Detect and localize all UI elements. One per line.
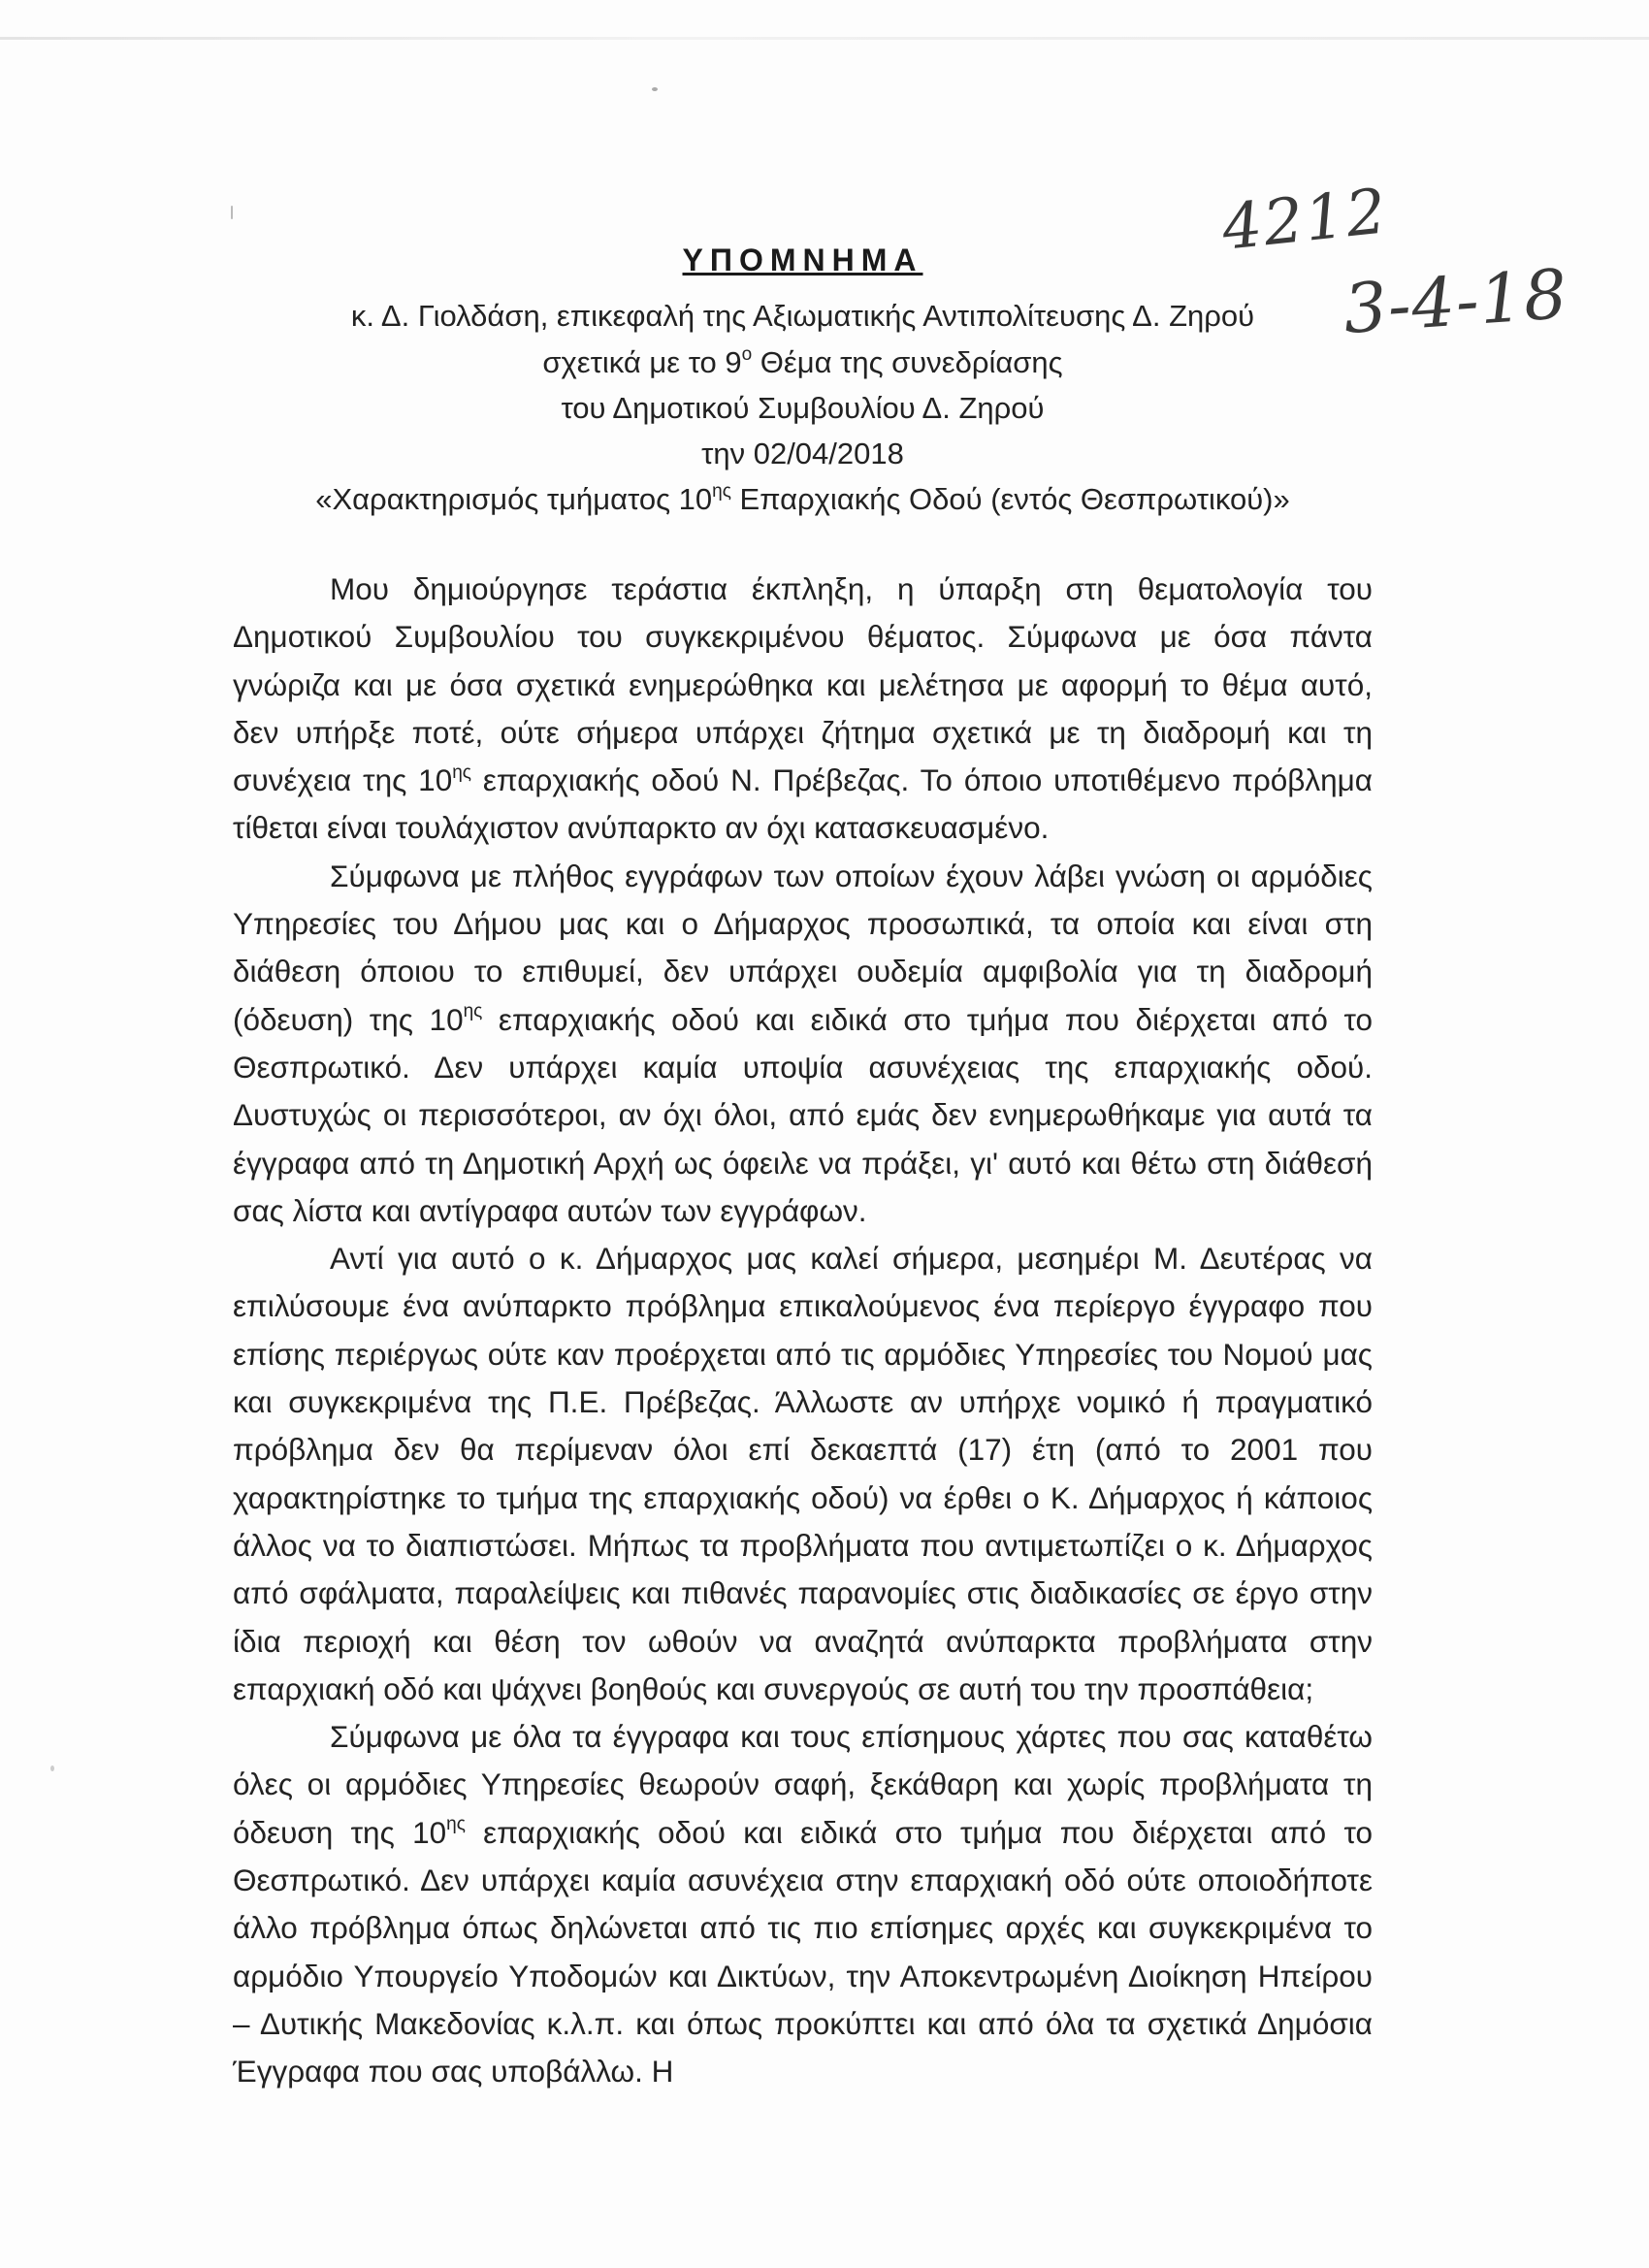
header-line-date: την 02/04/2018 xyxy=(701,437,904,470)
header-line-topic: «Χαρακτηρισμός τμήματος $10^{\eta\varsigma}$ Επαρχιακής Οδού (εντός Θεσπρωτικού)» xyxy=(315,480,1290,516)
paragraph-1: Μου δημιούργησε τεράστια έκπληξη, η ύπαρξη στη θεματολογία του Δημοτικού Συμβουλίου του συγκεκριμένου θέματος. Σύμφωνα με όσα πάντα γνώριζα και με όσα σχετικά ενημερώθηκα και μελέτησα με αφορμή το θέμα αυτό, δεν υπήρξε ποτέ, ούτε σήμερα υπάρχει ζήτημα σχετικά με τη διαδρομή και τη συνέχεια της $10^{\eta\varsigma}$ επαρχιακής οδού Ν. Πρέβεζας. Το όποιο υποτιθέμενο πρόβλημα τίθεται είναι τουλάχιστον ανύπαρκτο αν όχι κατασκευασμένο. xyxy=(233,571,1373,846)
scan-edge-line xyxy=(0,37,1649,40)
handwritten-date: 3-4-18 xyxy=(1341,254,1571,349)
scan-speck xyxy=(50,1766,54,1771)
paragraph-3: Αντί για αυτό ο κ. Δήμαρχος μας καλεί σήμερα, μεσημέρι Μ. Δευτέρας να επιλύσουμε ένα ανύπαρκτο πρόβλημα επικαλούμενος ένα περίεργο έγγραφο που επίσης περιέργως ούτε καν προέρχεται από τις αρμόδιες Υπηρεσίες του Νομού μας και συγκεκριμένα της Π.Ε. Πρέβεζας. Άλλωστε αν υπήρχε νομικό ή πραγματικό πρόβλημα δεν θα περίμεναν όλοι επί δεκαεπτά (17) έτη (από το 2001 που χαρακτηρίστηκε το τμήμα της επαρχιακής οδού) να έρθει ο Κ. Δήμαρχος ή κάποιος άλλος να το διαπιστώσει. Μήπως τα προβλήματα που αντιμετωπίζει ο κ. Δήμαρχος από σφάλματα, παραλείψεις και πιθανές παρανομίες στις διαδικασίες σε έργο στην ίδια περιοχή και θέση τον ωθούν να αναζητά ανύπαρκτα προβλήματα στην επαρχιακή οδό και ψάχνει βοηθούς και συνεργούς σε αυτή του την προσπάθεια; xyxy=(233,1241,1373,1706)
paragraph-4: Σύμφωνα με όλα τα έγγραφα και τους επίσημους χάρτες που σας καταθέτω όλες οι αρμόδιες Υπηρεσίες θεωρούν σαφή, ξεκάθαρη και χωρίς προβλήματα τη όδευση της $10^{\eta\varsigma}$ επαρχιακής οδού και ειδικά στο τμήμα που διέρχεται από το Θεσπρωτικό. Δεν υπάρχει καμία ασυνέχεια στην επαρχιακή οδό ούτε οποιοδήποτε άλλο πρόβλημα όπως δηλώνεται από τις πιο επίσημες αρχές και συγκεκριμένα το αρμόδιο Υπουργείο Υποδομών και Δικτύων, την Αποκεντρωμένη Διοίκηση Ηπείρου – Δυτικής Μακεδονίας κ.λ.π. και όπως προκύπτει και από όλα τα σχετικά Δημόσια Έγγραφα που σας υποβάλλω. Η xyxy=(233,1719,1373,2090)
scan-speck xyxy=(231,206,233,219)
paragraph-2: Σύμφωνα με πλήθος εγγράφων των οποίων έχουν λάβει γνώση οι αρμόδιες Υπηρεσίες του Δήμου μας και ο Δήμαρχος προσωπικά, τα οποία και είναι στη διάθεση όποιου το επιθυμεί, δεν υπάρχει ουδεμία αμφιβολία για τη διαδρομή (όδευση) της $10^{\eta\varsigma}$ επαρχιακής οδού και ειδικά στο τμήμα που διέρχεται από το Θεσπρωτικό. Δεν υπάρχει καμία υποψία ασυνέχειας της επαρχιακής οδού. Δυστυχώς οι περισσότεροι, αν όχι όλοι, από εμάς δεν ενημερωθήκαμε για αυτά τα έγγραφα από τη Δημοτική Αρχή ως όφειλε να πράξει, γι' αυτό και θέτω στη διάθεσή σας λίστα και αντίγραφα αυτών των εγγράφων. xyxy=(233,858,1373,1228)
scan-speck xyxy=(652,87,658,91)
handwritten-protocol-number: 4212 xyxy=(1218,176,1392,265)
document-title: ΥΠΟΜΝΗΜΑ xyxy=(682,243,923,277)
header-line-author: κ. Δ. Γιολδάση, επικεφαλή της Αξιωματικής Αντιπολίτευσης Δ. Ζηρού xyxy=(350,299,1255,333)
header-line-subject: σχετικά με το $9^o$ Θέμα της συνεδρίασης xyxy=(542,343,1063,379)
header-line-council: του Δημοτικού Συμβουλίου Δ. Ζηρού xyxy=(561,391,1045,425)
document-body xyxy=(233,566,1373,2096)
